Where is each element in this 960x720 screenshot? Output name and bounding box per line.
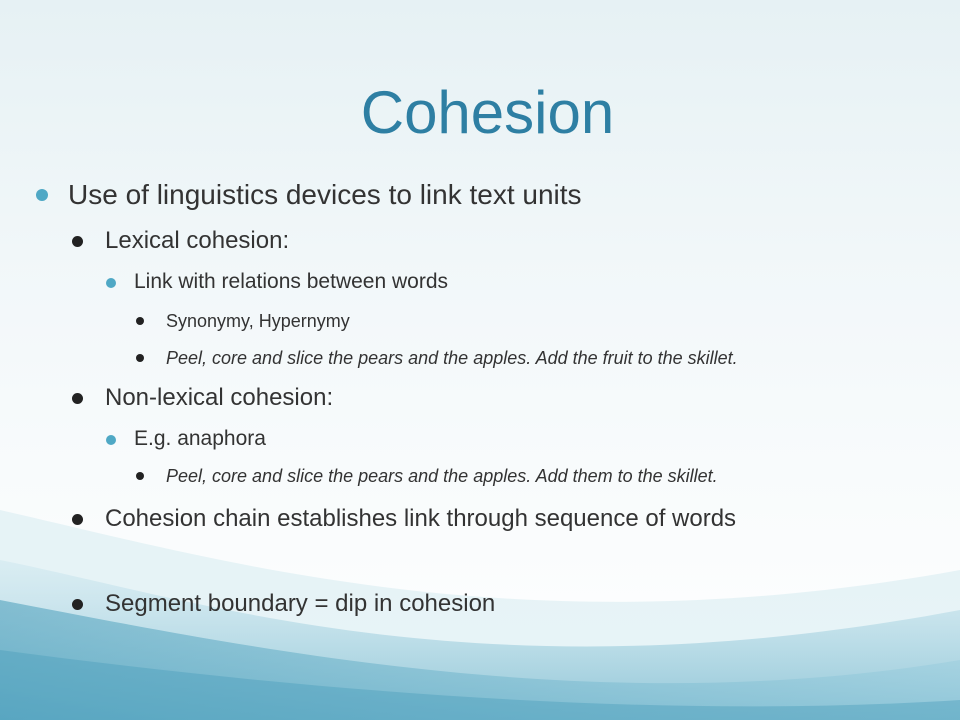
bullet-dot-icon	[136, 472, 144, 480]
bullet-text: Lexical cohesion:	[105, 227, 290, 254]
bullet-text: Peel, core and slice the pears and the apples. Add them to the skillet.	[166, 466, 718, 486]
bullet-text: Non-lexical cohesion:	[105, 384, 334, 411]
bullet-dot-icon	[72, 599, 83, 610]
bullet-text: Cohesion chain establishes link through sequence of words	[105, 505, 737, 532]
bullet-text: Link with relations between words	[134, 270, 448, 293]
bullet-dot-icon	[106, 435, 116, 445]
bullet-text: Segment boundary = dip in cohesion	[105, 590, 496, 617]
bullet-text: Synonymy, Hypernymy	[166, 311, 350, 331]
bullet-dot-icon	[36, 189, 48, 201]
bullet-text: Peel, core and slice the pears and the apples. Add the fruit to the skillet.	[166, 348, 738, 368]
bullet-text: E.g. anaphora	[134, 427, 266, 450]
bullet-dot-icon	[136, 354, 144, 362]
bullet-dot-icon	[72, 393, 83, 404]
bullet-dot-icon	[106, 278, 116, 288]
bullet-dot-icon	[72, 514, 83, 525]
bullet-dot-icon	[72, 236, 83, 247]
bullet-dot-icon	[136, 317, 144, 325]
slide-title: Cohesion	[360, 79, 615, 146]
bullet-text: Use of linguistics devices to link text units	[68, 179, 582, 210]
